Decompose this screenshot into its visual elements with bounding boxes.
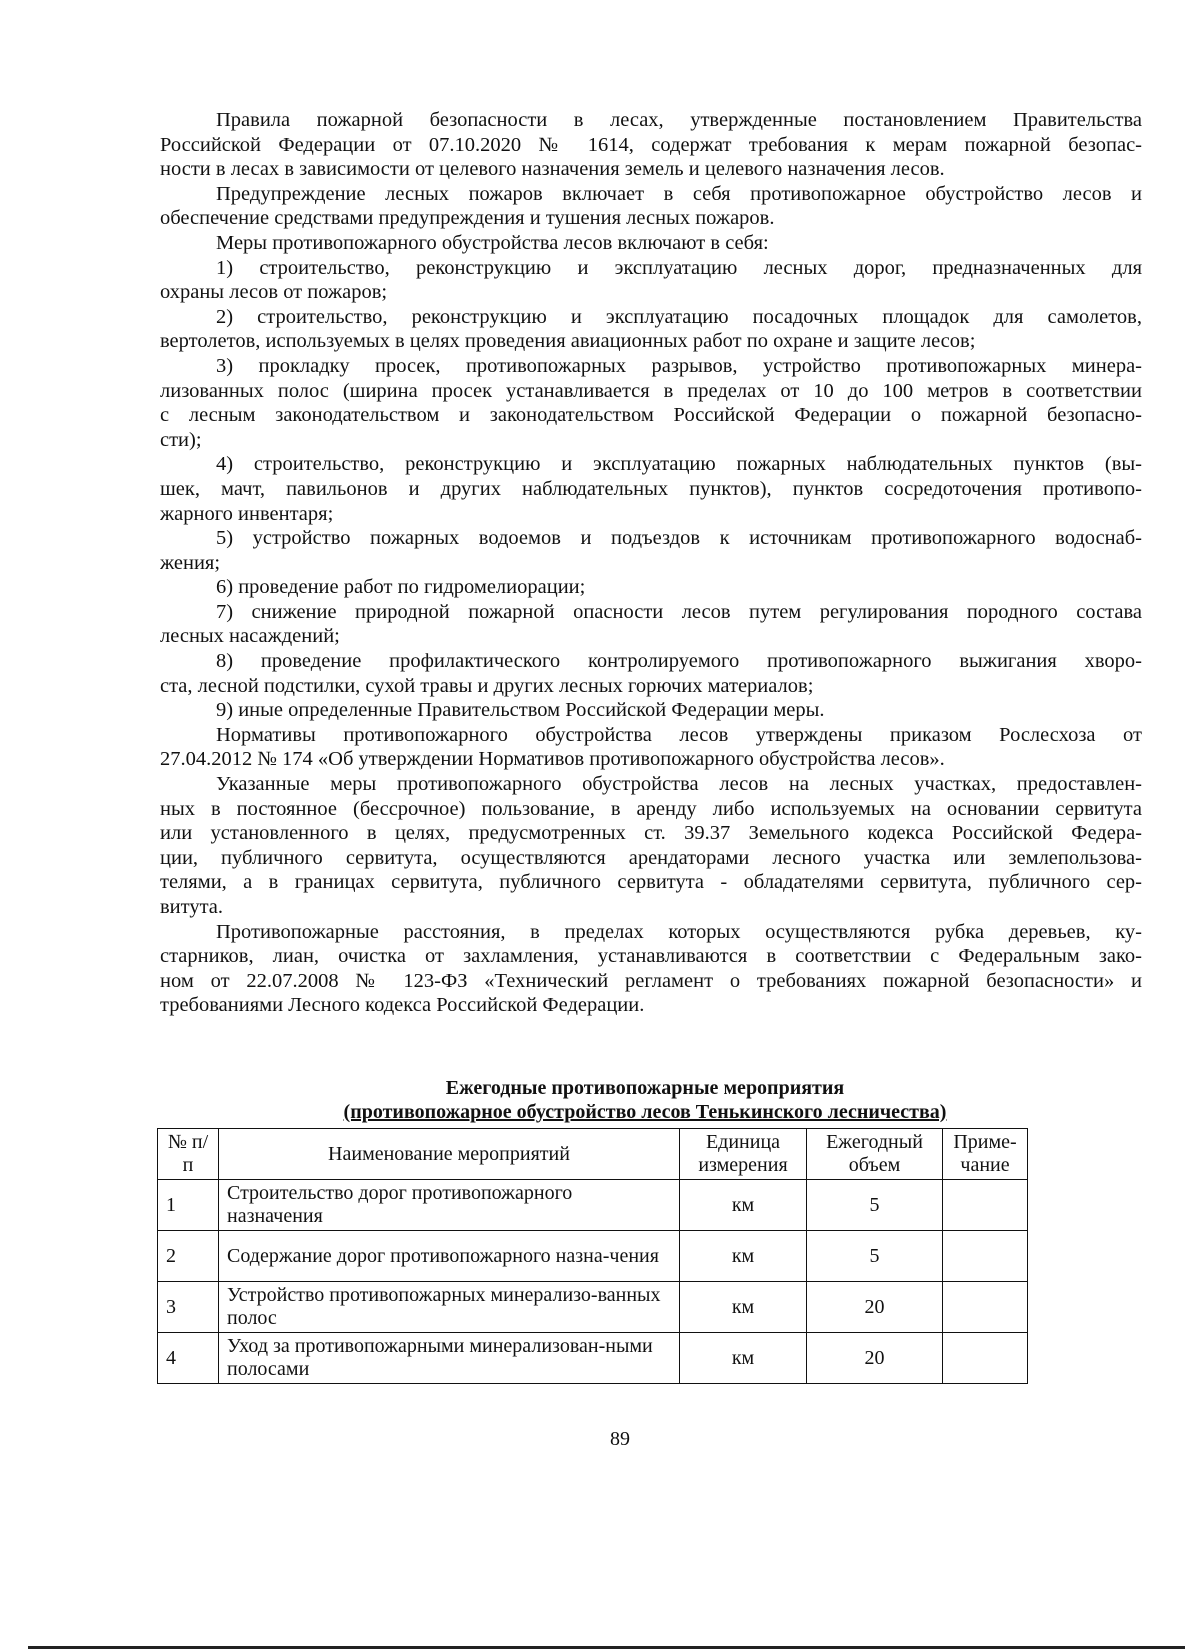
text-line: требованиями Лесного кодекса Российской Федерации. bbox=[160, 994, 645, 1017]
text-line: 2) строительство, реконструкцию и эксплуатацию посадочных площадок для самолетов, bbox=[216, 305, 1142, 328]
text-line: 1) строительство, реконструкцию и эксплуатацию лесных дорог, предназначенных для bbox=[216, 256, 1142, 279]
text-line: старников, лиан, очистка от захламления, устанавливаются в соответствии с Федеральным зако- bbox=[160, 945, 1142, 968]
paragraph bbox=[160, 256, 1142, 305]
text-line: Предупреждение лесных пожаров включает в себя противопожарное обустройство лесов и bbox=[216, 182, 1142, 205]
paragraph bbox=[160, 723, 1142, 772]
paragraph bbox=[160, 305, 1142, 354]
text-line: ных в постоянное (бессрочное) пользование, в аренду либо используемых на основании сервитута bbox=[160, 797, 1142, 820]
row-number: 3 bbox=[158, 1282, 219, 1333]
row-number: 2 bbox=[158, 1231, 219, 1282]
text-line: ции, публичного сервитута, осуществляются арендаторами лесного участка или землепользова- bbox=[160, 846, 1142, 869]
text-line: Меры противопожарного обустройства лесов включают в себя: bbox=[216, 231, 769, 254]
paragraph bbox=[160, 772, 1142, 920]
text-line: ном от 22.07.2008 № 123-ФЗ «Технический регламент о требованиях пожарной безопасности» и bbox=[160, 969, 1142, 992]
measures-table bbox=[157, 1128, 1028, 1384]
row-unit: км bbox=[680, 1180, 807, 1231]
bottom-rule bbox=[28, 1646, 1185, 1649]
text-line: лизованных полос (ширина просек устанавливается в пределах от 10 до 100 метров в соответствии bbox=[160, 379, 1142, 402]
table-title-line-2: (противопожарное обустройство лесов Тенькинского лесничества) bbox=[343, 1101, 947, 1123]
row-volume: 20 bbox=[807, 1333, 943, 1384]
text-line: лесных насаждений; bbox=[160, 625, 340, 648]
table-row bbox=[158, 1282, 1028, 1333]
text-line: жения; bbox=[160, 551, 221, 574]
row-note bbox=[943, 1231, 1028, 1282]
header-number: № п/п bbox=[158, 1129, 219, 1180]
row-unit: км bbox=[680, 1282, 807, 1333]
paragraph bbox=[160, 649, 1142, 698]
row-number: 4 bbox=[158, 1333, 219, 1384]
header-unit: Единица измерения bbox=[680, 1129, 807, 1180]
text-line: или установленного в целях, предусмотренных ст. 39.37 Земельного кодекса Российской Федера- bbox=[160, 822, 1142, 845]
text-line: Противопожарные расстояния, в пределах которых осуществляются рубка деревьев, ку- bbox=[216, 920, 1142, 943]
page-number: 89 bbox=[610, 1428, 630, 1450]
paragraph bbox=[160, 182, 1142, 231]
table-row bbox=[158, 1333, 1028, 1384]
paragraph bbox=[160, 526, 1142, 575]
text-line: Российской Федерации от 07.10.2020 № 1614, содержат требования к мерам пожарной безопас- bbox=[160, 133, 1142, 156]
text-line: Нормативы противопожарного обустройства лесов утверждены приказом Рослесхоза от bbox=[216, 723, 1142, 746]
text-line: 7) снижение природной пожарной опасности лесов путем регулирования породного состава bbox=[216, 600, 1142, 623]
paragraph bbox=[160, 575, 1142, 600]
text-line: 6) проведение работ по гидромелиорации; bbox=[216, 576, 586, 599]
row-name: Уход за противопожарными минерализован-ными полосами bbox=[219, 1333, 680, 1384]
text-line: с лесным законодательством и законодательством Российской Федерации о пожарной безопасно- bbox=[160, 404, 1142, 427]
text-line: охраны лесов от пожаров; bbox=[160, 281, 388, 304]
paragraph bbox=[160, 108, 1142, 182]
row-note bbox=[943, 1180, 1028, 1231]
text-line: ности в лесах в зависимости от целевого назначения земель и целевого назначения лесов. bbox=[160, 158, 945, 181]
paragraph bbox=[160, 920, 1142, 1018]
text-line: шек, мачт, павильонов и других наблюдательных пунктов), пунктов сосредоточения противопо- bbox=[160, 477, 1142, 500]
table-title-line-1: Ежегодные противопожарные мероприятия bbox=[445, 1077, 845, 1099]
text-line: сти); bbox=[160, 428, 202, 451]
text-line: телями, а в границах сервитута, публичного сервитута - обладателями сервитута, публичного сер- bbox=[160, 871, 1142, 894]
text-line: 3) прокладку просек, противопожарных разрывов, устройство противопожарных минера- bbox=[216, 354, 1142, 377]
paragraph bbox=[160, 698, 1142, 723]
row-unit: км bbox=[680, 1231, 807, 1282]
paragraph bbox=[160, 452, 1142, 526]
text-line: Указанные меры противопожарного обустройства лесов на лесных участках, предоставлен- bbox=[216, 773, 1142, 796]
table-title bbox=[157, 1076, 1133, 1124]
row-volume: 20 bbox=[807, 1282, 943, 1333]
text-line: обеспечение средствами предупреждения и тушения лесных пожаров. bbox=[160, 207, 775, 230]
paragraph bbox=[160, 600, 1142, 649]
header-volume: Ежегодный объем bbox=[807, 1129, 943, 1180]
table-row bbox=[158, 1231, 1028, 1282]
row-note bbox=[943, 1333, 1028, 1384]
body-text bbox=[160, 108, 1142, 1018]
text-line: жарного инвентаря; bbox=[160, 502, 334, 525]
row-name: Содержание дорог противопожарного назна-чения bbox=[219, 1231, 680, 1282]
paragraph bbox=[160, 354, 1142, 452]
header-name: Наименование мероприятий bbox=[219, 1129, 680, 1180]
text-line: 4) строительство, реконструкцию и эксплуатацию пожарных наблюдательных пунктов (вы- bbox=[216, 453, 1142, 476]
paragraph bbox=[160, 231, 1142, 256]
text-line: Правила пожарной безопасности в лесах, утвержденные постановлением Правительства bbox=[216, 109, 1142, 131]
row-name: Строительство дорог противопожарного назначения bbox=[219, 1180, 680, 1231]
text-line: 5) устройство пожарных водоемов и подъездов к источникам противопожарного водоснаб- bbox=[216, 527, 1142, 550]
table-header-row bbox=[158, 1129, 1028, 1180]
text-line: 27.04.2012 № 174 «Об утверждении Нормативов противопожарного обустройства лесов». bbox=[160, 748, 945, 771]
text-line: витута. bbox=[160, 896, 224, 918]
row-number: 1 bbox=[158, 1180, 219, 1231]
row-name: Устройство противопожарных минерализо-ванных полос bbox=[219, 1282, 680, 1333]
text-line: 8) проведение профилактического контролируемого противопожарного выжигания хворо- bbox=[216, 650, 1142, 673]
table-row bbox=[158, 1180, 1028, 1231]
header-note: Приме-чание bbox=[943, 1129, 1028, 1180]
row-volume: 5 bbox=[807, 1231, 943, 1282]
row-unit: км bbox=[680, 1333, 807, 1384]
row-note bbox=[943, 1282, 1028, 1333]
text-line: 9) иные определенные Правительством Российской Федерации меры. bbox=[216, 699, 825, 722]
text-line: ста, лесной подстилки, сухой травы и других лесных горючих материалов; bbox=[160, 674, 814, 697]
text-line: вертолетов, используемых в целях проведения авиационных работ по охране и защите лесов; bbox=[160, 330, 976, 353]
row-volume: 5 bbox=[807, 1180, 943, 1231]
